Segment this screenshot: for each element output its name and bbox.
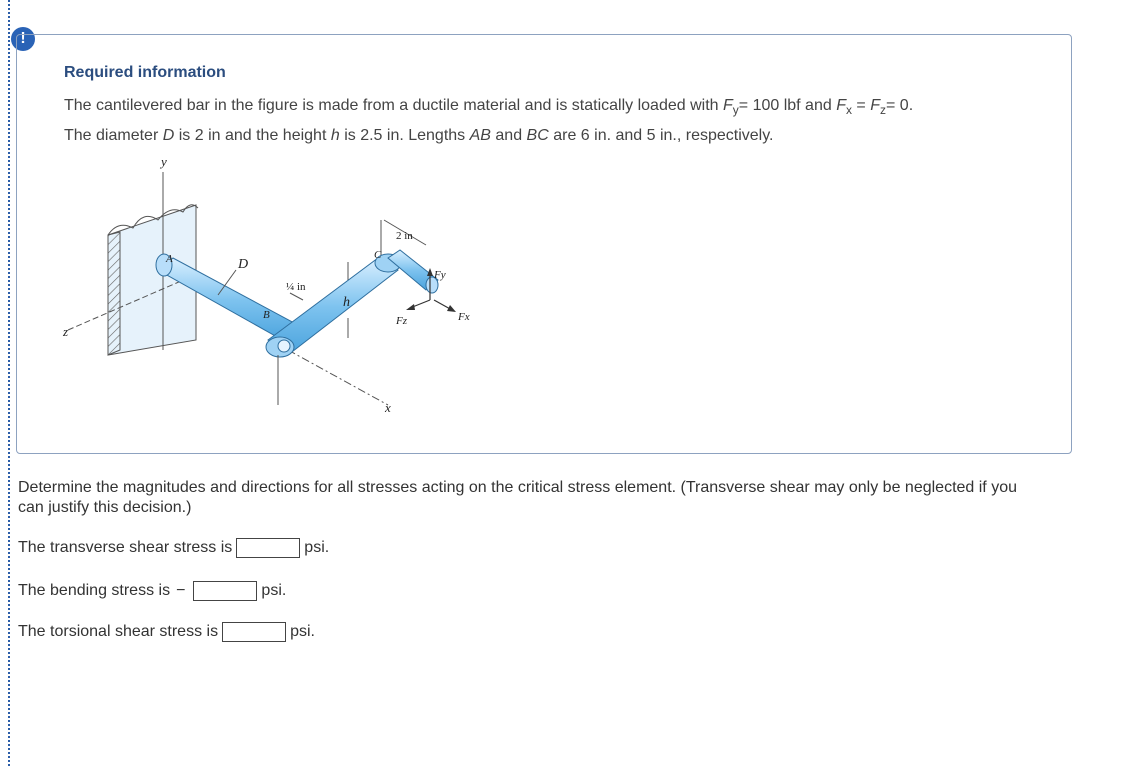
label-quarter-in: ¼ in [286,281,306,293]
info-line-2 [64,123,1054,148]
info-line-2-text: are 6 in. and 5 in., respectively. [548,127,774,144]
fy-subscript: y [732,103,739,117]
transverse-row [18,536,329,560]
h-symbol: h [330,127,340,144]
label-h: h [343,295,350,310]
info-line-2-text: is 2.5 in. Lengths [339,127,470,144]
fx-eq: = [851,97,871,114]
torsional-stress-input[interactable] [222,622,286,642]
bending-stress-input[interactable] [193,581,257,601]
bending-row [18,579,286,603]
d-symbol: D [162,127,175,144]
label-fx: Fx [458,311,470,323]
label-2in: 2 in [396,230,413,242]
info-line-2-text: is 2 in and the height [174,127,331,144]
info-line-2-text: and [490,127,527,144]
label-fy: Fy [434,269,446,281]
info-text [64,93,1054,148]
label-a: A [166,253,173,265]
fz-symbol: F [870,97,880,114]
fx-subscript: x [845,103,852,117]
alert-icon: ! [11,27,35,51]
fz-subscript: z [880,103,886,117]
label-x: x [385,400,391,415]
question-text: Determine the magnitudes and directions for all stresses acting on the critical stress element. (Transverse shear may only be neglected if you can justify this decision.) [18,479,1017,516]
bending-sign: − [176,582,186,599]
fz-value: = 0. [886,97,914,114]
fy-symbol: F [723,97,733,114]
info-title: Required information [64,64,226,81]
label-b: B [263,309,270,321]
fz-arrowhead [406,304,415,310]
label-z: z [63,324,69,339]
transverse-unit: psi. [304,539,330,556]
bending-unit: psi. [261,582,287,599]
fx-arrowhead [447,305,456,312]
info-line-1 [64,93,1054,123]
leader-quarter [290,293,303,300]
label-y: y [161,154,167,169]
fx-symbol: F [836,97,846,114]
cantilever-figure [58,150,498,425]
torsional-unit: psi. [290,623,315,640]
info-line-2-text: The diameter [64,127,163,144]
info-line-1-text: The cantilevered bar in the figure is made from a ductile material and is statically loaded with [64,97,723,114]
left-rule [8,0,10,766]
transverse-label: The transverse shear stress is [18,539,233,556]
label-fz: Fz [396,315,407,327]
bending-label: The bending stress is [18,582,171,599]
bc-symbol: BC [526,127,549,144]
wall-hatch [108,232,120,355]
torsional-row [18,620,315,644]
torsional-label: The torsional shear stress is [18,623,219,640]
fy-value: = 100 lbf and [738,97,837,114]
crank-b-hole [278,340,290,352]
transverse-stress-input[interactable] [236,538,300,558]
label-d: D [238,257,249,272]
label-c: C [374,249,382,261]
x-axis [288,350,388,405]
ab-symbol: AB [469,127,491,144]
